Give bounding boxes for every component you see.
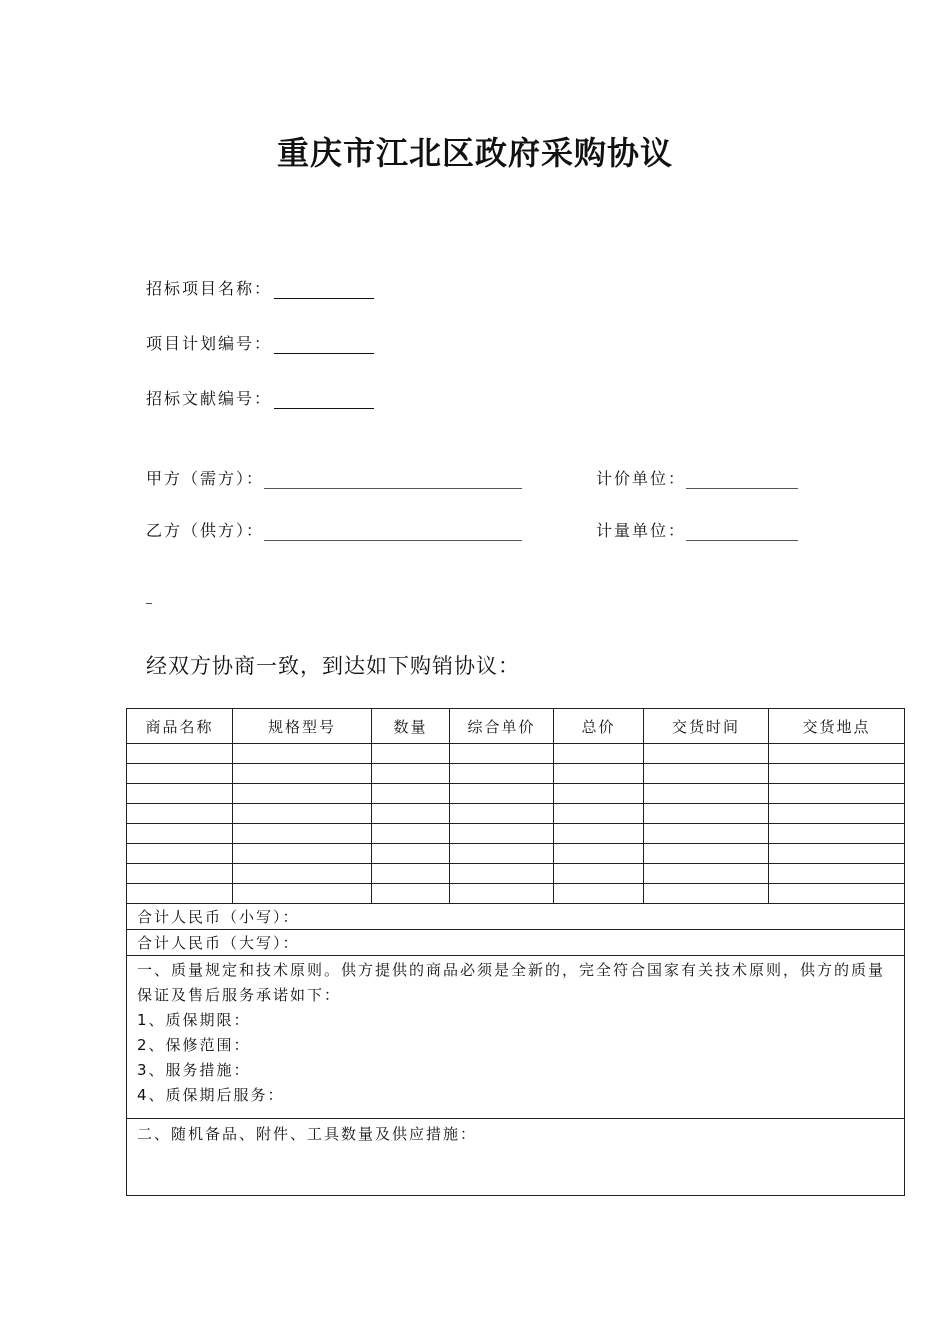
table-cell[interactable] bbox=[554, 864, 644, 884]
header-goods-name: 商品名称 bbox=[127, 709, 233, 744]
table-cell[interactable] bbox=[769, 764, 905, 784]
intro-text: 经双方协商一致，到达如下购销协议： bbox=[146, 654, 520, 678]
table-cell[interactable] bbox=[769, 844, 905, 864]
table-cell[interactable] bbox=[554, 844, 644, 864]
table-cell[interactable] bbox=[127, 764, 233, 784]
table-cell[interactable] bbox=[450, 824, 554, 844]
table-cell[interactable] bbox=[233, 844, 372, 864]
table-cell[interactable] bbox=[233, 804, 372, 824]
quality-terms-cell[interactable] bbox=[127, 956, 905, 1119]
table-row bbox=[127, 764, 905, 784]
table-cell[interactable] bbox=[127, 744, 233, 764]
table-cell[interactable] bbox=[644, 784, 769, 804]
table-cell[interactable] bbox=[450, 844, 554, 864]
table-cell[interactable] bbox=[372, 784, 450, 804]
pricing-unit-label: 计价单位： bbox=[596, 469, 687, 488]
project-name-label: 招标项目名称： bbox=[146, 279, 273, 298]
total-lower-label[interactable]: 合计人民币（小写）： bbox=[127, 904, 905, 930]
table-cell[interactable] bbox=[127, 844, 233, 864]
table-cell[interactable] bbox=[450, 744, 554, 764]
table-cell[interactable] bbox=[372, 884, 450, 904]
project-name-field bbox=[146, 276, 374, 299]
table-cell[interactable] bbox=[450, 784, 554, 804]
party-a-blank[interactable] bbox=[264, 476, 522, 489]
table-cell[interactable] bbox=[127, 884, 233, 904]
project-name-blank[interactable] bbox=[274, 284, 374, 299]
table-cell[interactable] bbox=[127, 864, 233, 884]
party-b-label: 乙方（供方）： bbox=[146, 521, 265, 540]
table-row bbox=[127, 864, 905, 884]
party-a-field bbox=[146, 466, 522, 489]
table-cell[interactable] bbox=[450, 864, 554, 884]
quality-terms-row bbox=[127, 956, 905, 1119]
header-delivery-place: 交货地点 bbox=[769, 709, 905, 744]
party-a-label: 甲方（需方）： bbox=[146, 469, 265, 488]
table-cell[interactable] bbox=[554, 784, 644, 804]
stray-mark: _ bbox=[146, 590, 152, 604]
pricing-unit-field bbox=[596, 466, 798, 489]
table-cell[interactable] bbox=[769, 744, 905, 764]
table-cell[interactable] bbox=[233, 864, 372, 884]
quality-terms-heading: 一、质量规定和技术原则。供方提供的商品必须是全新的，完全符合国家有关技术原则，供方的质量保证及售后服务承诺如下： bbox=[137, 961, 886, 1004]
table-cell[interactable] bbox=[769, 884, 905, 904]
table-cell[interactable] bbox=[644, 884, 769, 904]
party-b-blank[interactable] bbox=[264, 528, 522, 541]
table-cell[interactable] bbox=[233, 744, 372, 764]
table-row bbox=[127, 844, 905, 864]
table-cell[interactable] bbox=[644, 844, 769, 864]
table-row bbox=[127, 804, 905, 824]
total-upper-row bbox=[127, 930, 905, 956]
table-cell[interactable] bbox=[372, 804, 450, 824]
header-total-price: 总价 bbox=[554, 709, 644, 744]
pricing-unit-blank[interactable] bbox=[686, 476, 798, 489]
document-title: 重庆市江北区政府采购协议 bbox=[276, 134, 673, 172]
warranty-period-item: 1、质保期限： bbox=[137, 1011, 251, 1029]
table-row bbox=[127, 824, 905, 844]
warranty-scope-item: 2、保修范围： bbox=[137, 1036, 251, 1054]
table-header-row bbox=[127, 709, 905, 744]
table-cell[interactable] bbox=[372, 824, 450, 844]
table-cell[interactable] bbox=[233, 884, 372, 904]
doc-number-label: 招标文献编号： bbox=[146, 389, 273, 408]
table-cell[interactable] bbox=[233, 824, 372, 844]
table-cell[interactable] bbox=[554, 804, 644, 824]
measure-unit-blank[interactable] bbox=[686, 528, 798, 541]
table-cell[interactable] bbox=[769, 864, 905, 884]
table-cell[interactable] bbox=[233, 764, 372, 784]
plan-number-label: 项目计划编号： bbox=[146, 334, 273, 353]
table-cell[interactable] bbox=[769, 784, 905, 804]
plan-number-field bbox=[146, 331, 374, 354]
table-cell[interactable] bbox=[644, 804, 769, 824]
table-cell[interactable] bbox=[372, 864, 450, 884]
plan-number-blank[interactable] bbox=[274, 339, 374, 354]
table-cell[interactable] bbox=[554, 884, 644, 904]
table-cell[interactable] bbox=[450, 764, 554, 784]
table-cell[interactable] bbox=[644, 764, 769, 784]
table-cell[interactable] bbox=[644, 744, 769, 764]
table-cell[interactable] bbox=[450, 884, 554, 904]
service-measures-item: 3、服务措施： bbox=[137, 1061, 251, 1079]
header-spec-model: 规格型号 bbox=[233, 709, 372, 744]
table-row bbox=[127, 744, 905, 764]
table-cell[interactable] bbox=[127, 804, 233, 824]
table-cell[interactable] bbox=[769, 824, 905, 844]
spare-parts-cell[interactable]: 二、随机备品、附件、工具数量及供应措施： bbox=[127, 1119, 905, 1196]
spare-parts-row bbox=[127, 1119, 905, 1196]
table-row bbox=[127, 784, 905, 804]
table-row bbox=[127, 884, 905, 904]
table-cell[interactable] bbox=[127, 784, 233, 804]
table-cell[interactable] bbox=[554, 744, 644, 764]
table-cell[interactable] bbox=[372, 744, 450, 764]
table-cell[interactable] bbox=[554, 824, 644, 844]
table-cell[interactable] bbox=[554, 764, 644, 784]
table-cell[interactable] bbox=[644, 864, 769, 884]
header-quantity: 数量 bbox=[372, 709, 450, 744]
total-upper-label[interactable]: 合计人民币（大写）： bbox=[127, 930, 905, 956]
table-cell[interactable] bbox=[372, 844, 450, 864]
table-cell[interactable] bbox=[127, 824, 233, 844]
table-body bbox=[127, 744, 905, 904]
table-cell[interactable] bbox=[372, 764, 450, 784]
table-cell[interactable] bbox=[233, 784, 372, 804]
table-cell[interactable] bbox=[644, 824, 769, 844]
total-lower-row bbox=[127, 904, 905, 930]
doc-number-blank[interactable] bbox=[274, 394, 374, 409]
measure-unit-field bbox=[596, 518, 798, 541]
table-cell[interactable] bbox=[769, 804, 905, 824]
post-warranty-service-item: 4、质保期后服务： bbox=[137, 1086, 285, 1104]
measure-unit-label: 计量单位： bbox=[596, 521, 687, 540]
header-unit-price: 综合单价 bbox=[450, 709, 554, 744]
doc-number-field bbox=[146, 386, 374, 409]
goods-table bbox=[126, 708, 905, 1196]
party-b-field bbox=[146, 518, 522, 541]
table-cell[interactable] bbox=[450, 804, 554, 824]
header-delivery-time: 交货时间 bbox=[644, 709, 769, 744]
